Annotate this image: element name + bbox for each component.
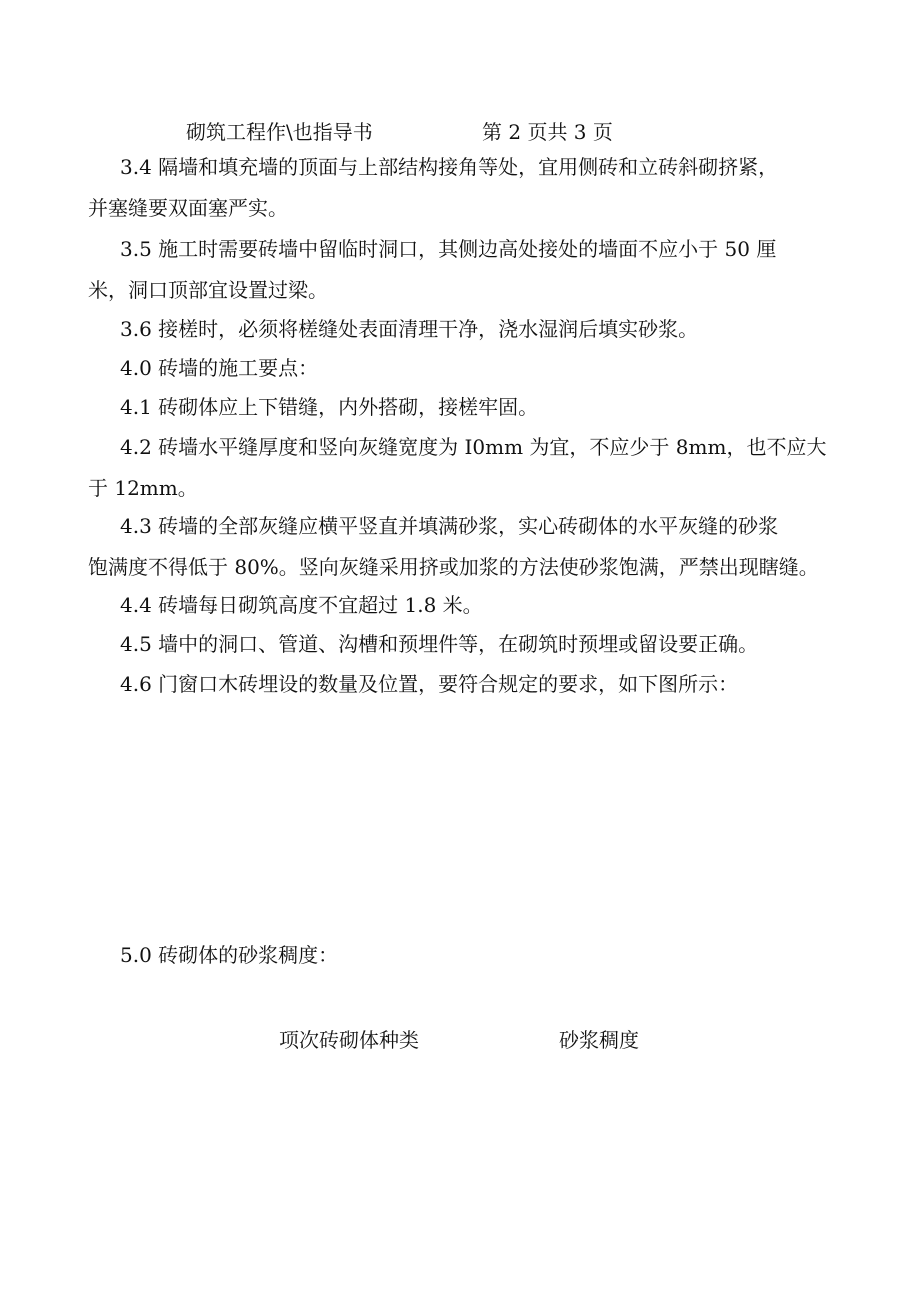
paragraph-line: 4.4 砖墙每日砌筑高度不宜超过 1.8 米。 [120, 593, 483, 617]
header-page-number: 第 2 页共 3 页 [482, 120, 613, 144]
paragraph-4-6 [88, 664, 848, 705]
paragraph-line: 4.6 门窗口木砖埋设的数量及位置，要符合规定的要求，如下图所示： [120, 672, 739, 696]
paragraph-line: 米，洞口顶部宜设置过梁。 [88, 278, 328, 302]
paragraph-3-6 [88, 309, 848, 350]
paragraph-line: 饱满度不得低于 80%。竖向灰缝采用挤或加浆的方法使砂浆饱满，严禁出现瞎缝。 [88, 555, 819, 579]
paragraph-4-3 [88, 506, 848, 588]
table-header-mortar-consistency: 砂浆稠度 [559, 1028, 639, 1052]
paragraph-line: 4.5 墙中的洞口、管道、沟槽和预埋件等，在砌筑时预埋或留设要正确。 [120, 632, 759, 656]
paragraph-line: 4.0 砖墙的施工要点： [120, 356, 319, 380]
paragraph-line: 并塞缝要双面塞严实。 [88, 196, 288, 220]
header-title: 砌筑工程作\也指导书 [186, 120, 373, 144]
paragraph-line: 于 12mm。 [88, 476, 198, 500]
paragraph-4-4 [88, 585, 848, 626]
paragraph-4-0 [88, 348, 848, 389]
paragraph-4-1 [88, 387, 848, 428]
paragraph-line: 5.0 砖砌体的砂浆稠度： [120, 943, 339, 967]
paragraph-line: 4.3 砖墙的全部灰缝应横平竖直并填满砂浆，实心砖砌体的水平灰缝的砂浆 [120, 514, 779, 538]
paragraph-4-5 [88, 624, 848, 665]
paragraph-3-4 [88, 147, 848, 229]
paragraph-line: 3.5 施工时需要砖墙中留临时洞口，其侧边高处接处的墙面不应小于 50 厘 [120, 237, 777, 261]
paragraph-4-2 [88, 427, 848, 509]
paragraph-line: 4.1 砖砌体应上下错缝，内外搭砌，接槎牢固。 [120, 395, 539, 419]
table-header-item-type: 项次砖砌体种类 [279, 1028, 419, 1052]
paragraph-line: 3.4 隔墙和填充墙的顶面与上部结构接角等处，宜用侧砖和立砖斜砌挤紧， [120, 155, 779, 179]
paragraph-line: 4.2 砖墙水平缝厚度和竖向灰缝宽度为 I0mm 为宜，不应少于 8mm，也不应大 [120, 435, 827, 459]
paragraph-line: 3.6 接槎时，必须将槎缝处表面清理干净，浇水湿润后填实砂浆。 [120, 317, 699, 341]
paragraph-5-0 [88, 935, 848, 976]
paragraph-3-5 [88, 229, 848, 311]
